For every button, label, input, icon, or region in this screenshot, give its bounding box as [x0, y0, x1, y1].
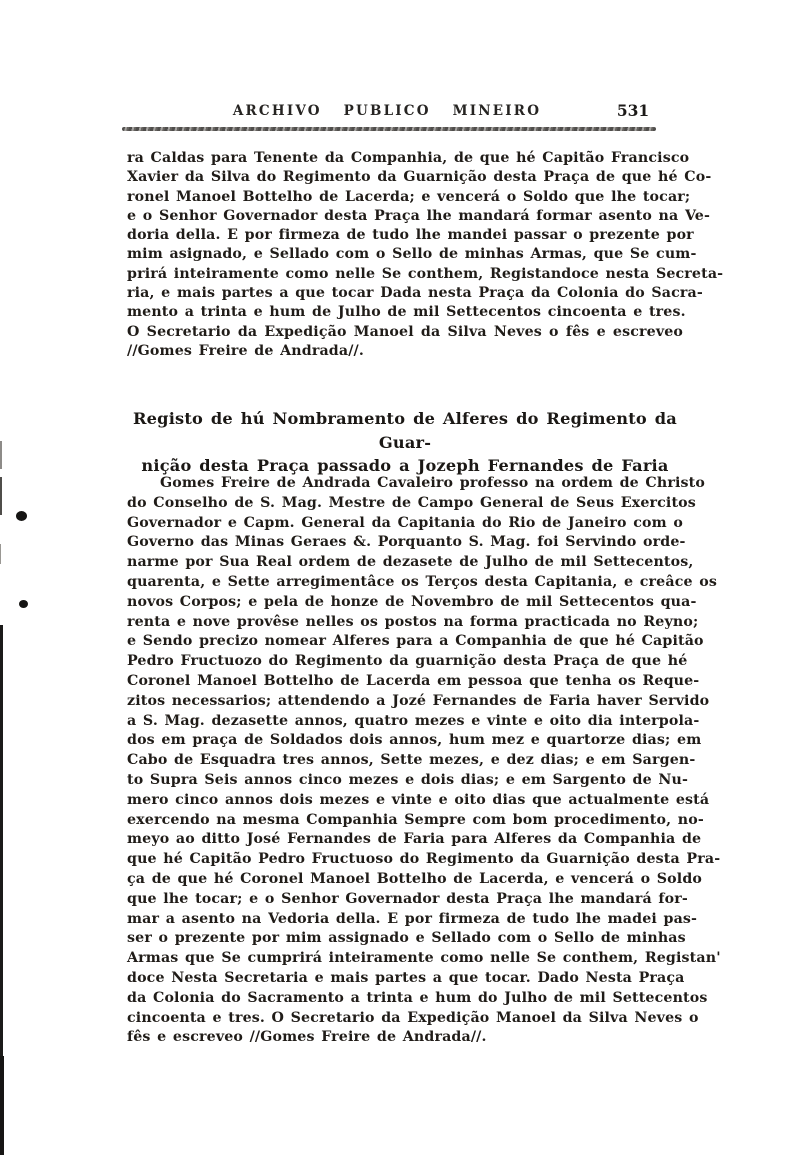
header-rule	[122, 127, 656, 131]
page-number: 531	[616, 101, 650, 120]
text-line: novos Corpos; e pela de honze de Novembro de mil Settecentos qua-	[127, 593, 697, 610]
text-line: da Colonia do Sacramento a trinta e hum do Julho de mil Settecentos	[127, 989, 708, 1006]
text-line: exercendo na mesma Companhia Sempre com bom procedimento, no-	[127, 811, 704, 828]
heading-line: nição desta Praça passado a Jozeph Fernandes de Faria	[141, 456, 669, 475]
heading-line: Registo de hú Nombramento de Alferes do Regimento da Guar-	[133, 409, 677, 452]
text-line: Governo das Minas Geraes &. Porquanto S. Mag. foi Servindo orde-	[127, 534, 686, 551]
scan-edge-mark-1	[0, 441, 2, 469]
text-line: Governador e Capm. General da Capitania do Rio de Janeiro com o	[127, 514, 683, 531]
text-line: Pedro Fructuozo do Regimento da guarnição desta Praça de que hé	[127, 653, 688, 670]
text-line: Armas que Se cumprirá inteiramente como nelle Se conthem, Registan'	[127, 950, 721, 967]
text-line: mar a asento na Vedoria della. E por firmeza de tudo lhe madei pas-	[127, 910, 698, 927]
text-line: ça de que hé Coronel Manoel Bottelho de Lacerda, e vencerá o Soldo	[127, 870, 703, 887]
text-line: dos em praça de Soldados dois annos, hum mez e quartorze dias; em	[127, 732, 702, 749]
text-line: doria della. E por firmeza de tudo lhe mandei passar o prezente por	[127, 227, 694, 244]
text-line: ronel Manoel Bottelho de Lacerda; e vencerá o Soldo que lhe tocar;	[127, 188, 691, 205]
text-line: e Sendo precizo nomear Alferes para a Companhia de que hé Capitão	[127, 633, 704, 650]
text-line: O Secretario da Expedição Manoel da Silva Neves o fês e escreveo	[127, 323, 683, 340]
text-line: ria, e mais partes a que tocar Dada nesta Praça da Colonia do Sacra-	[127, 285, 703, 302]
text-line: cincoenta e tres. O Secretario da Expedição Manoel da Silva Neves o	[127, 1009, 699, 1026]
journal-title: ARCHIVO PUBLICO MINEIRO	[232, 103, 542, 119]
scan-edge-mark-3	[0, 544, 1, 564]
text-line: ra Caldas para Tenente da Companhia, de que hé Capitão Francisco	[127, 150, 690, 166]
text-line: mero cinco annos dois mezes e vinte e oito dias que actualmente está	[127, 791, 710, 808]
text-line: Cabo de Esquadra tres annos, Sette mezes, e dez dias; e em Sargen-	[127, 752, 696, 769]
text-line: a S. Mag. dezasette annos, quatro mezes e vinte e oito dia interpola-	[127, 712, 700, 729]
text-line: Xavier da Silva do Regimento da Guarnição desta Praça de que hé Co-	[127, 169, 712, 186]
text-line: fês e escreveo //Gomes Freire de Andrada//.	[127, 1029, 487, 1046]
binding-ink-dot-1	[16, 511, 27, 521]
text-line: prirá inteiramente como nelle Se conthem, Registandoce nesta Secreta-	[127, 265, 724, 282]
text-line: //Gomes Freire de Andrada//.	[127, 342, 364, 359]
paragraph-2	[127, 474, 721, 1048]
text-line: Gomes Freire de Andrada Cavaleiro professo na ordem de Christo	[160, 475, 705, 491]
text-line: narme por Sua Real ordem de dezasete de Julho de mil Settecentos,	[127, 554, 694, 571]
section-heading	[127, 407, 683, 478]
text-line: mento a trinta e hum de Julho de mil Settecentos cincoenta e tres.	[127, 304, 686, 321]
text-line: to Supra Seis annos cinco mezes e dois dias; e em Sargento de Nu-	[127, 771, 688, 788]
binding-ink-dot-2	[19, 600, 28, 608]
text-line: doce Nesta Secretaria e mais partes a que tocar. Dado Nesta Praça	[127, 969, 685, 986]
text-line: renta e nove provêse nelles os postos na forma practicada no Reyno;	[127, 613, 699, 630]
text-line: que hé Capitão Pedro Fructuoso do Regimento da Guarnição desta Pra-	[127, 851, 721, 868]
text-line: meyo ao ditto José Fernandes de Faria para Alferes da Companhia de	[127, 831, 702, 848]
text-line: zitos necessarios; attendendo a Jozé Fernandes de Faria haver Servido	[127, 692, 710, 709]
paragraph-1	[127, 149, 724, 361]
text-line: mim asignado, e Sellado com o Sello de minhas Armas, que Se cum-	[127, 246, 697, 263]
text-line: quarenta, e Sette arregimentâce os Terços desta Capitania, e creâce os	[127, 573, 717, 590]
scan-edge-mark-2	[0, 477, 2, 515]
text-line: e o Senhor Governador desta Praça lhe mandará formar asento na Ve-	[127, 207, 711, 224]
scan-edge-line-bottom	[0, 1056, 4, 1155]
text-line: que lhe tocar; e o Senhor Governador desta Praça lhe mandará for-	[127, 890, 688, 907]
text-line: ser o prezente por mim assignado e Sellado com o Sello de minhas	[127, 930, 686, 947]
text-line: do Conselho de S. Mag. Mestre de Campo General de Seus Exercitos	[127, 494, 696, 511]
text-line: Coronel Manoel Bottelho de Lacerda em pessoa que tenha os Reque-	[127, 672, 700, 689]
